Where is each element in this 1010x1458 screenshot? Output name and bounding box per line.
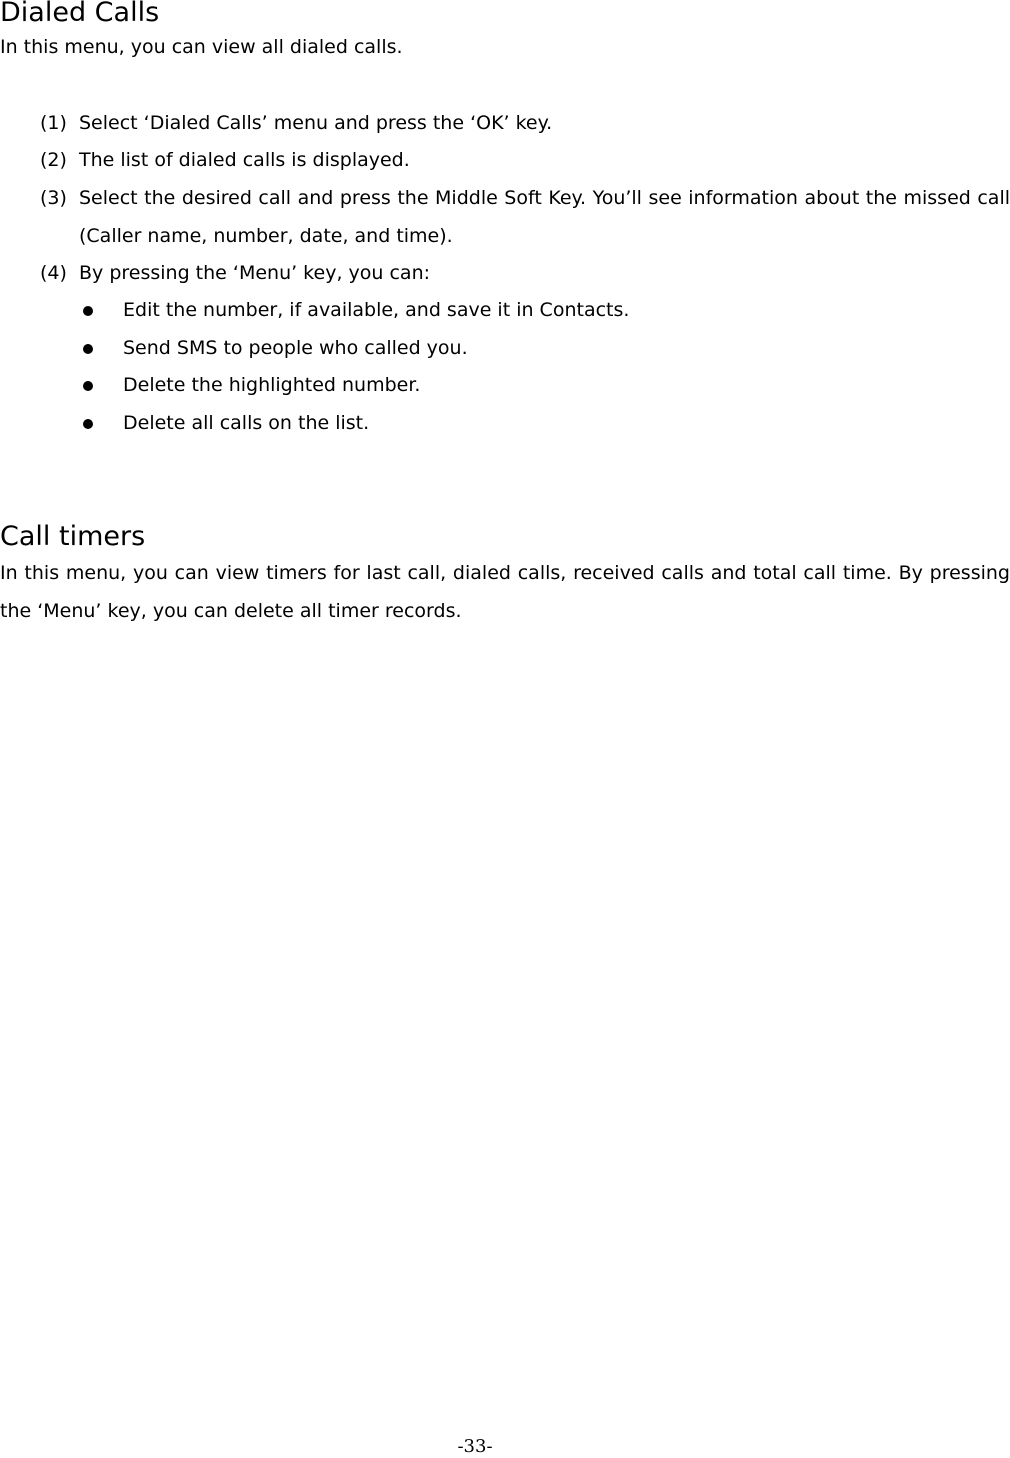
list-item [0,405,1010,443]
bullet-dot-icon [83,419,93,429]
bullet-dot-icon [83,381,93,391]
step-1 [40,105,1010,143]
list-item-text: Delete all calls on the list. [123,411,370,434]
list-item-text: Edit the number, if available, and save it in Contacts. [123,299,630,321]
call-timers-body: In this menu, you can view timers for last call, dialed calls, received calls and total call time. By pressing the ‘Menu’ key, you can delete all timer records. [0,562,1010,622]
step-text: Select the desired call and press the Middle Soft Key. You’ll see information about the missed call (Caller name, number, date, and time). [79,187,1010,247]
step-text: Select ‘Dialed Calls’ menu and press the ‘OK’ key. [79,112,553,134]
list-item-text: Delete the highlighted number. [123,374,421,396]
step-2 [40,142,1010,180]
page-number: -33- [457,1436,493,1457]
menu-options-list [0,292,1010,442]
list-item-text: Send SMS to people who called you. [123,336,468,359]
bullet-dot-icon [83,344,93,354]
bullet-dot-icon [83,306,93,316]
step-3 [40,180,1010,255]
step-number: (4) [40,262,67,284]
list-item [0,367,1010,405]
step-number: (1) [40,112,67,134]
step-4 [40,255,1010,293]
step-number: (3) [40,187,67,209]
call-timers-heading: Call timers [0,521,146,552]
step-text: The list of dialed calls is displayed. [79,149,410,171]
step-number: (2) [40,149,67,171]
dialed-calls-intro: In this menu, you can view all dialed calls. [0,36,403,58]
list-item [0,330,1010,368]
dialed-calls-heading: Dialed Calls [0,0,160,28]
list-item [0,292,1010,330]
step-text: By pressing the ‘Menu’ key, you can: [79,262,431,284]
